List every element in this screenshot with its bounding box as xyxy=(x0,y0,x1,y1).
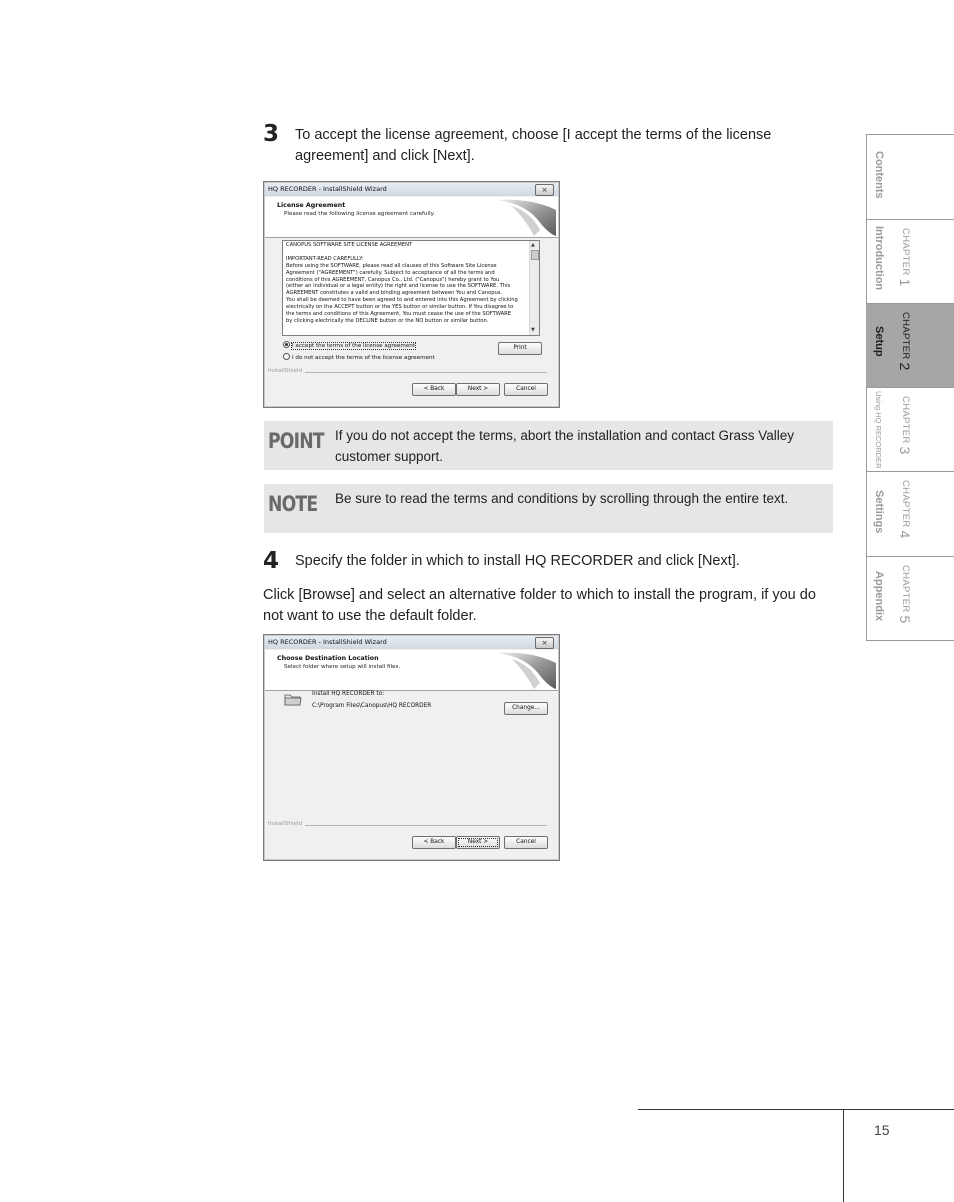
back-button[interactable]: < Back xyxy=(412,836,456,849)
decline-terms-radio[interactable] xyxy=(283,353,435,361)
step-3-instruction: To accept the license agreement, choose [I accept the terms of the license agreement] and click [Next]. xyxy=(295,127,772,164)
tab-chapter xyxy=(897,480,913,539)
point-text: If you do not accept the terms, abort the installation and contact Grass Valley customer support. xyxy=(335,428,794,464)
license-line: AGREEMENT constitutes a valid and binding agreement between You and Canopus. xyxy=(286,290,503,297)
dialog-title: HQ RECORDER - InstallShield Wizard xyxy=(268,185,387,193)
sidebar-tab-appendix[interactable] xyxy=(866,557,954,640)
tab-chapter xyxy=(897,228,913,287)
accept-terms-label: I accept the terms of the license agreement xyxy=(292,343,416,349)
license-line: (either an individual or a legal entity) the right and license to use the SOFTWARE. This xyxy=(286,283,511,290)
license-line: Agreement ("AGREEMENT") carefully. Subject to acceptance of all the terms and xyxy=(286,269,495,276)
chapter-number: 3 xyxy=(897,446,913,455)
dialog-header xyxy=(265,650,558,691)
dialog-header-subtitle: Please read the following license agreement carefully. xyxy=(284,211,435,217)
folder-icon xyxy=(284,691,302,707)
chapter-number: 5 xyxy=(897,615,913,624)
close-icon[interactable]: × xyxy=(535,637,554,649)
next-button[interactable]: Next > xyxy=(456,836,500,849)
point-label: POINT xyxy=(268,429,324,453)
dialog-titlebar xyxy=(265,636,558,649)
install-to-label: Install HQ RECORDER to: xyxy=(312,691,385,697)
license-scrollbar[interactable] xyxy=(529,241,539,335)
license-line: You shall be deemed to have been agreed to and entered into this Agreement by clicking xyxy=(286,297,518,304)
license-line: electrically on the ACCEPT button or the YES button or similar button. If You disagree to xyxy=(286,304,514,311)
tab-chapter xyxy=(897,312,913,371)
back-button[interactable]: < Back xyxy=(412,383,456,396)
dialog-titlebar xyxy=(265,183,558,196)
cancel-button[interactable]: Cancel xyxy=(504,836,548,849)
license-line xyxy=(286,249,527,256)
license-line: the terms and conditions of this Agreement, You must cease the use of the SOFTWARE xyxy=(286,311,512,318)
sidebar-tab-introduction[interactable] xyxy=(866,220,954,303)
step-number-3: 3 xyxy=(263,121,280,147)
step-number-4: 4 xyxy=(263,548,280,574)
chapter-word: CHAPTER xyxy=(900,228,911,276)
license-agreement-dialog xyxy=(263,181,560,408)
group-divider xyxy=(268,825,547,826)
tab-title: Using HQ RECORDER xyxy=(874,391,883,469)
radio-selected-icon xyxy=(283,341,290,348)
license-line: CANOPUS SOFTWARE SITE LICENSE AGREEMENT xyxy=(286,242,413,248)
license-line: Before using the SOFTWARE, please read all clauses of this Software Site License xyxy=(286,262,497,269)
scroll-up-icon[interactable]: ▲ xyxy=(531,242,535,248)
sidebar-tab-settings[interactable] xyxy=(866,472,954,556)
tab-title: Setup xyxy=(873,326,885,357)
license-line: conditions of this AGREEMENT, Canopus Co., Ltd. ("Canopus") hereby grant to You xyxy=(286,276,500,283)
installshield-label: InstallShield xyxy=(268,368,305,374)
sidebar-tab-contents[interactable] xyxy=(866,135,954,219)
chapter-word: CHAPTER xyxy=(900,565,911,613)
chapter-word: CHAPTER xyxy=(900,396,911,444)
page-number: 15 xyxy=(874,1122,890,1138)
point-callout xyxy=(264,421,833,470)
dialog-header-title: Choose Destination Location xyxy=(277,655,379,662)
step-4-instruction: Specify the folder in which to install HQ RECORDER and click [Next]. xyxy=(295,553,740,569)
footer-vertical-rule xyxy=(843,1109,844,1202)
browse-paragraph: Click [Browse] and select an alternative folder to which to install the program, if you do not want to use the default folder. xyxy=(263,587,816,624)
chapter-number: 1 xyxy=(897,278,913,287)
footer-rule xyxy=(638,1109,954,1110)
note-callout xyxy=(264,484,833,533)
change-button[interactable]: Change... xyxy=(504,702,548,715)
license-line: IMPORTANT-READ CAREFULLY: xyxy=(286,255,364,262)
close-icon[interactable]: × xyxy=(535,184,554,196)
tab-title: Settings xyxy=(873,490,885,534)
sidebar-tab-setup[interactable] xyxy=(866,304,954,387)
installshield-label: InstallShield xyxy=(268,821,305,827)
accept-terms-radio[interactable] xyxy=(283,341,415,349)
group-divider xyxy=(268,372,547,373)
cancel-button[interactable]: Cancel xyxy=(504,383,548,396)
tab-title: Introduction xyxy=(873,226,885,291)
dialog-header xyxy=(265,197,558,238)
chapter-number: 4 xyxy=(897,530,913,539)
tab-chapter xyxy=(897,396,913,455)
tab-chapter xyxy=(897,565,913,624)
dialog-header-subtitle: Select folder where setup will install files. xyxy=(284,664,401,670)
chapter-word: CHAPTER xyxy=(900,480,911,528)
chapter-word: CHAPTER xyxy=(900,312,911,360)
print-button[interactable]: Print xyxy=(498,342,542,355)
wizard-swoosh-graphic xyxy=(494,651,556,689)
next-button[interactable]: Next > xyxy=(456,383,500,396)
tab-title: Contents xyxy=(873,151,885,199)
install-path: C:\Program Files\Canopus\HQ RECORDER xyxy=(312,703,432,709)
dialog-header-title: License Agreement xyxy=(277,202,346,209)
scroll-down-icon[interactable]: ▼ xyxy=(531,327,535,334)
chapter-number: 2 xyxy=(897,362,913,371)
license-text-box[interactable] xyxy=(282,240,540,336)
dialog-title: HQ RECORDER - InstallShield Wizard xyxy=(268,638,387,646)
license-line: by clicking electrically the DECLINE button or the NO button or similar button. xyxy=(286,317,489,324)
radio-unselected-icon xyxy=(283,353,290,360)
sidebar-tab-using-hq-recorder[interactable] xyxy=(866,388,954,471)
scroll-thumb[interactable] xyxy=(531,250,539,260)
tab-divider xyxy=(866,640,954,641)
wizard-swoosh-graphic xyxy=(494,198,556,236)
note-text: Be sure to read the terms and conditions by scrolling through the entire text. xyxy=(335,491,789,506)
choose-destination-dialog xyxy=(263,634,560,861)
note-label: NOTE xyxy=(268,492,318,516)
decline-terms-label: I do not accept the terms of the license agreement xyxy=(292,355,435,361)
tab-title: Appendix xyxy=(873,571,885,622)
